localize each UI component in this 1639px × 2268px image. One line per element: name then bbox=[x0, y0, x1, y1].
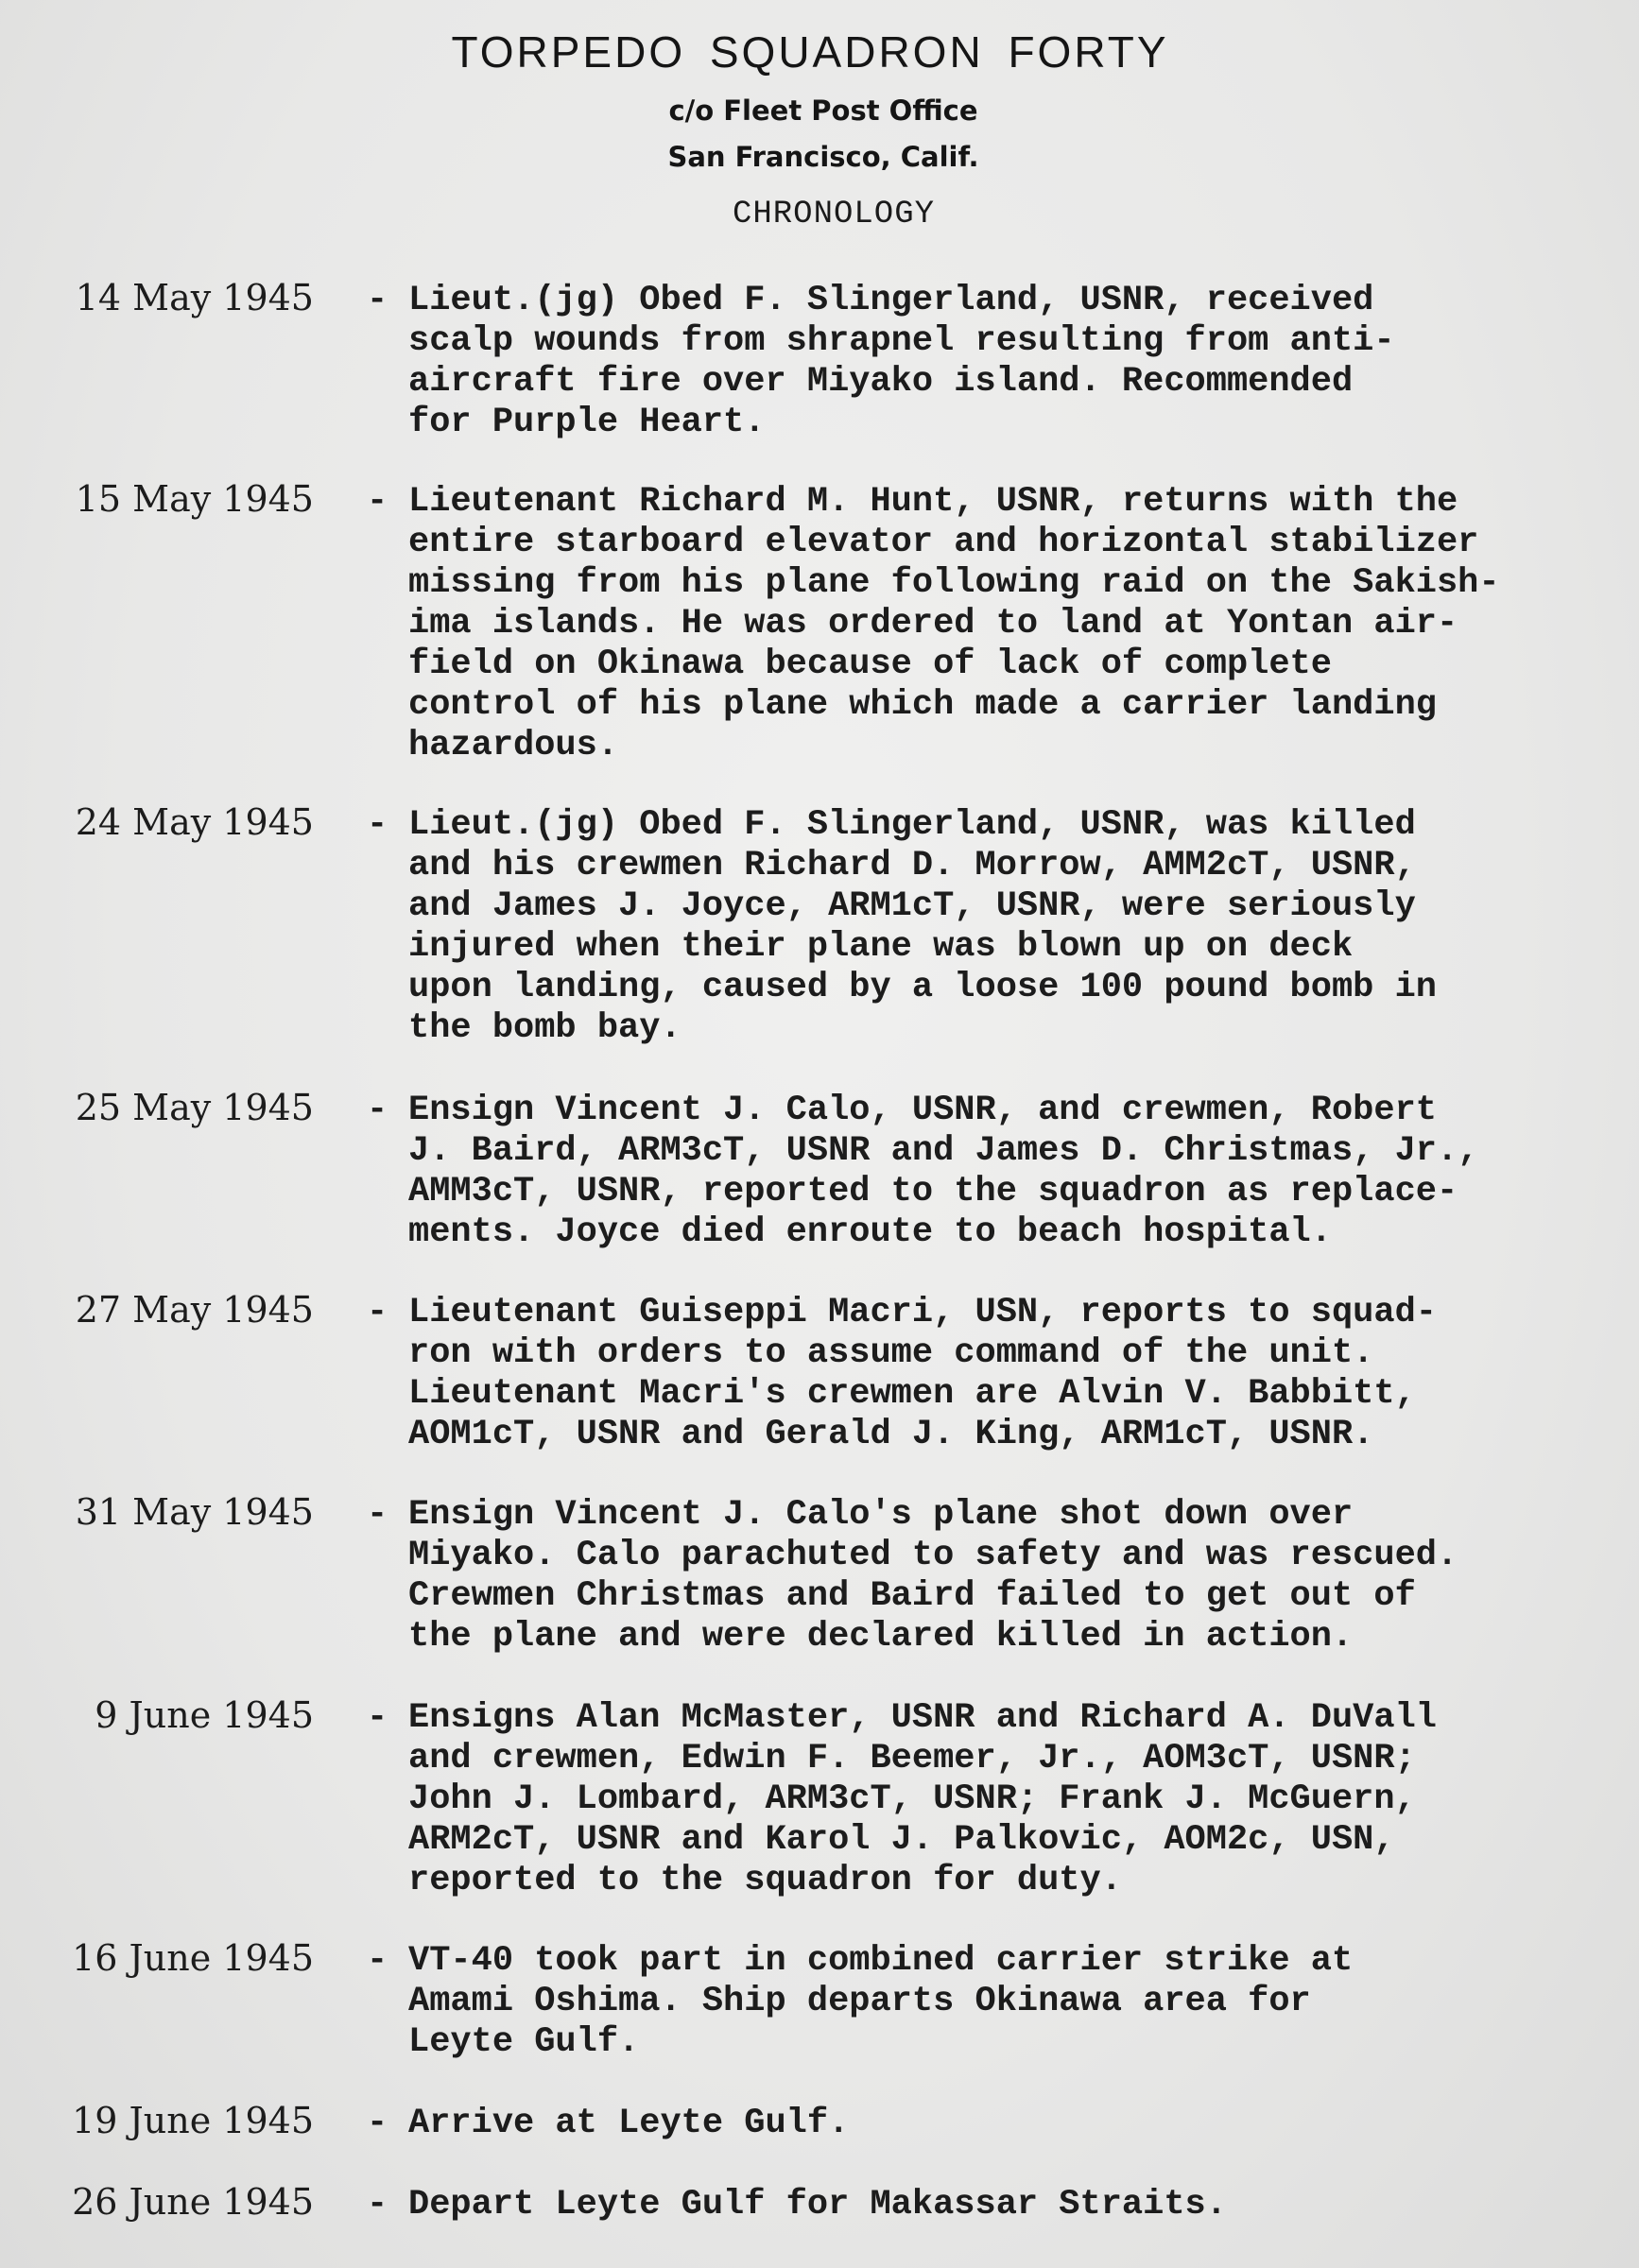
entry-text-line: Lieutenant Macri's crewmen are Alvin V. Babbitt, bbox=[408, 1374, 1416, 1414]
letterhead-title: TORPEDO SQUADRON FORTY bbox=[451, 27, 1169, 77]
entry-text-line: ron with orders to assume command of the unit. bbox=[408, 1333, 1374, 1373]
entry-dash: - bbox=[367, 2185, 388, 2225]
entry-text-line: the bomb bay. bbox=[408, 1008, 681, 1048]
entry-date: 26 June 1945 bbox=[72, 2181, 314, 2223]
entry-text-line: for Purple Heart. bbox=[408, 403, 766, 442]
entry-text-line: Lieutenant Guiseppi Macri, USN, reports to squad- bbox=[408, 1293, 1437, 1332]
entry-date: 9 June 1945 bbox=[95, 1694, 314, 1736]
entry-text bbox=[408, 2104, 1637, 2144]
letterhead-address-line-2: San Francisco, Calif. bbox=[667, 141, 979, 173]
entry-text-line: Ensign Vincent J. Calo, USNR, and crewmen, Robert bbox=[408, 1091, 1437, 1130]
entry-date: 25 May 1945 bbox=[75, 1087, 314, 1128]
entry-text bbox=[408, 1495, 1637, 1658]
entry-dash: - bbox=[367, 1293, 388, 1332]
entry-text-line: upon landing, caused by a loose 100 pound bomb in bbox=[408, 968, 1437, 1007]
entry-text bbox=[408, 805, 1637, 1049]
entry-date: 24 May 1945 bbox=[75, 801, 314, 843]
entry-date: 16 June 1945 bbox=[72, 1937, 314, 1979]
entry-text-line: hazardous. bbox=[408, 726, 619, 765]
entry-text-line: reported to the squadron for duty. bbox=[408, 1861, 1122, 1900]
entry-text-line: Ensign Vincent J. Calo's plane shot down over bbox=[408, 1495, 1354, 1535]
entry-text-line: field on Okinawa because of lack of complete bbox=[408, 644, 1332, 684]
entry-dash: - bbox=[367, 805, 388, 845]
entry-dash: - bbox=[367, 1495, 388, 1535]
entry-text-line: Crewmen Christmas and Baird failed to get out of bbox=[408, 1576, 1416, 1616]
entry-text-line: missing from his plane following raid on the Sakish- bbox=[408, 563, 1500, 603]
entry-date: 31 May 1945 bbox=[75, 1491, 314, 1533]
entry-text-line: Miyako. Calo parachuted to safety and was rescued. bbox=[408, 1536, 1458, 1575]
document-heading bbox=[0, 197, 1639, 232]
entry-text-line: AOM1cT, USNR and Gerald J. King, ARM1cT, USNR. bbox=[408, 1415, 1374, 1454]
entry-date: 19 June 1945 bbox=[72, 2100, 314, 2141]
letterhead-address-line-1: c/o Fleet Post Office bbox=[668, 94, 978, 127]
entry-text-line: scalp wounds from shrapnel resulting from anti- bbox=[408, 321, 1395, 361]
entry-dash: - bbox=[367, 281, 388, 320]
entry-dash: - bbox=[367, 1091, 388, 1130]
entry-text-line: ARM2cT, USNR and Karol J. Palkovic, AOM2c, USN, bbox=[408, 1820, 1395, 1860]
entry-text-line: Amami Oshima. Ship departs Okinawa area for bbox=[408, 1982, 1311, 2021]
entry-text-line: ima islands. He was ordered to land at Yontan air- bbox=[408, 604, 1458, 644]
entry-text bbox=[408, 1698, 1637, 1901]
entry-dash: - bbox=[367, 482, 388, 522]
entry-text-line: entire starboard elevator and horizontal stabilizer bbox=[408, 523, 1479, 562]
entry-date: 27 May 1945 bbox=[75, 1289, 314, 1331]
entry-text-line: and James J. Joyce, ARM1cT, USNR, were seriously bbox=[408, 886, 1416, 926]
entry-text-line: John J. Lombard, ARM3cT, USNR; Frank J. McGuern, bbox=[408, 1779, 1416, 1819]
entry-text-line: and his crewmen Richard D. Morrow, AMM2cT, USNR, bbox=[408, 846, 1416, 885]
entry-text bbox=[408, 1941, 1637, 2063]
entry-dash: - bbox=[367, 1941, 388, 1981]
entry-text-line: Lieut.(jg) Obed F. Slingerland, USNR, was killed bbox=[408, 805, 1416, 845]
entry-text-line: VT-40 took part in combined carrier strike at bbox=[408, 1941, 1354, 1981]
entry-text-line: aircraft fire over Miyako island. Recommended bbox=[408, 362, 1354, 402]
entry-text-line: control of his plane which made a carrier landing bbox=[408, 685, 1437, 725]
entry-text bbox=[408, 1293, 1637, 1455]
entry-text bbox=[408, 1091, 1637, 1253]
entry-dash: - bbox=[367, 2104, 388, 2143]
entry-text bbox=[408, 482, 1637, 766]
entry-text-line: Leyte Gulf. bbox=[408, 2022, 640, 2062]
entry-text-line: the plane and were declared killed in action. bbox=[408, 1617, 1354, 1657]
entry-date: 15 May 1945 bbox=[75, 478, 314, 520]
entry-text-line: Arrive at Leyte Gulf. bbox=[408, 2104, 850, 2143]
entry-text bbox=[408, 2185, 1637, 2225]
heading-text: CHRONOLOGY bbox=[732, 197, 936, 232]
entry-date: 14 May 1945 bbox=[75, 277, 314, 318]
entry-text-line: J. Baird, ARM3cT, USNR and James D. Christmas, Jr., bbox=[408, 1131, 1479, 1171]
entry-dash: - bbox=[367, 1698, 388, 1738]
entry-text-line: Depart Leyte Gulf for Makassar Straits. bbox=[408, 2185, 1227, 2225]
entry-text-line: and crewmen, Edwin F. Beemer, Jr., AOM3cT, USNR; bbox=[408, 1739, 1416, 1778]
entry-text-line: injured when their plane was blown up on deck bbox=[408, 927, 1354, 967]
entry-text bbox=[408, 281, 1637, 443]
entry-text-line: AMM3cT, USNR, reported to the squadron as replace- bbox=[408, 1172, 1458, 1211]
entry-text-line: Lieutenant Richard M. Hunt, USNR, returns with the bbox=[408, 482, 1458, 522]
entry-text-line: ments. Joyce died enroute to beach hospital. bbox=[408, 1212, 1332, 1252]
entry-text-line: Lieut.(jg) Obed F. Slingerland, USNR, received bbox=[408, 281, 1374, 320]
entry-text-line: Ensigns Alan McMaster, USNR and Richard A. DuVall bbox=[408, 1698, 1437, 1738]
